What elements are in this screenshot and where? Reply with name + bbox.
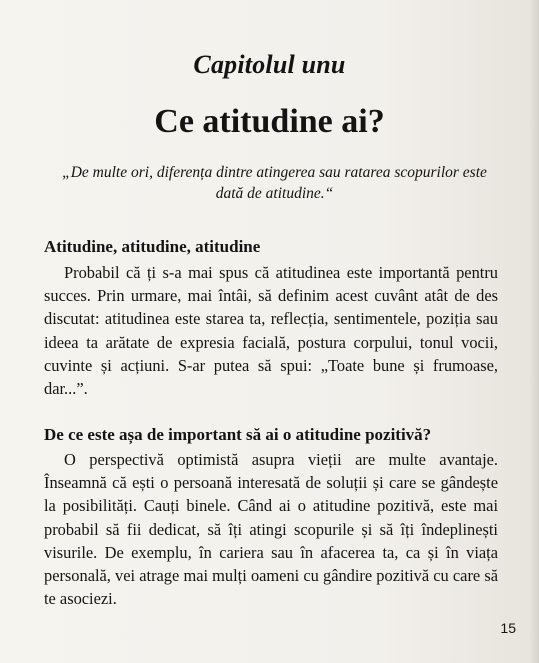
section-paragraph: O perspectivă optimistă asupra vieții are multe avantaje. Înseamnă că ești o persoană interesată de soluții și care se gândește la posibilități. Cauți binele. Când ai o atitudine pozitivă, este mai probabil să fii dedicat, să îți atingi scopurile și să îți îndeplinești visurile. De exemplu, în cariera sau în afacerea ta, ca și în viața personală, vei atrage mai mulți oameni cu gândire pozitivă cu care să te asociezi.: [44, 450, 498, 609]
section-heading: De ce este așa de important să ai o atitudine pozitivă?: [44, 425, 432, 444]
section-paragraph: Probabil că ți s-a mai spus că atitudinea este importantă pentru succes. Prin urmare, mai întâi, să definim acest cuvânt atât de des discutat: atitudinea este starea ta, reflecția, sentimentele, poziția sau ideea ta arătate de expresia facială, postura corpului, tonul vocii, cuvinte și acțiuni. S-ar putea să spui: „Toate bune și frumoase, dar...”.: [44, 263, 498, 399]
section-heading: Atitudine, atitudine, atitudine: [44, 237, 261, 256]
chapter-title: Ce atitudine ai?: [154, 103, 385, 140]
chapter-label: Capitolul unu: [193, 50, 346, 79]
chapter-epigraph: „De multe ori, diferența dintre atingerea sau ratarea scopurilor este dată de atitudine.“: [62, 164, 487, 202]
page-number: 15: [500, 620, 516, 636]
page-edge-shadow: [529, 0, 539, 663]
